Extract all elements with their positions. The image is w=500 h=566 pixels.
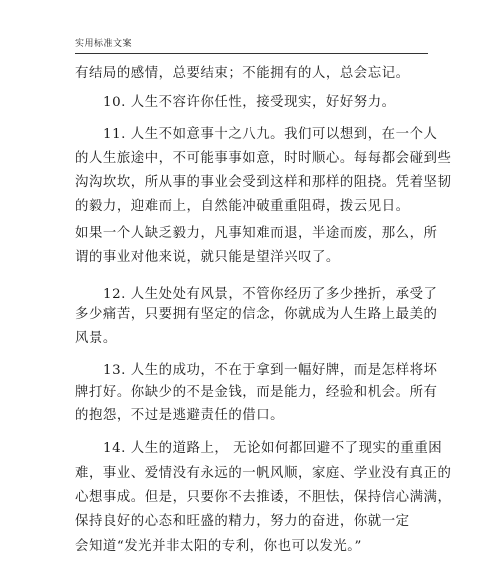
- item-10-line: 10. 人生不容许你任性，接受现实，好好努力。: [103, 95, 396, 110]
- item-11-line: 11. 人生不如意事十之八九。我们可以想到，在一个人: [103, 127, 438, 142]
- item-13-line: 13. 人生的成功，不在于拿到一幅好牌，而是怎样将坏: [103, 363, 438, 378]
- text-line: 心想事成。但是，只要你不去推诿，不胆怯，保持信心满满，: [75, 490, 452, 505]
- text-line: 风景。: [75, 331, 117, 346]
- text-line: 有结局的感情，总要结束；不能拥有的人，总会忘记。: [75, 66, 410, 81]
- text-line: 牌打好。你缺少的不是金钱，而是能力，经验和机会。所有: [75, 385, 438, 400]
- text-line: 如果一个人缺乏毅力，凡事知难而退，半途而废，那么，所: [75, 226, 438, 241]
- text-line: 难，事业、爱情没有永远的一帆风顺，家庭、学业没有真正的: [75, 466, 452, 481]
- text-line: 的毅力，迎难而上，自然能冲破重重阻碍，拨云见日。: [75, 199, 410, 214]
- text-line: 沟沟坎坎，所从事的事业会受到这样和那样的阻挠。凭着坚韧: [75, 175, 452, 190]
- header-title: 实用标准文案: [75, 39, 133, 49]
- item-14-line: 14. 人生的道路上， 无论如何都回避不了现实的重重困: [103, 441, 443, 456]
- header-divider: [75, 53, 428, 54]
- item-12-line: 12. 人生处处有风景，不管你经历了多少挫折，承受了: [103, 287, 438, 302]
- text-line: 的人生旅途中，不可能事事如意，时时顺心。每每都会碰到些: [75, 151, 452, 166]
- text-line: 保持良好的心态和旺盛的精力，努力的奋进，你就一定: [75, 514, 410, 529]
- text-line: 多少痛苦，只要拥有坚定的信念，你就成为人生路上最美的: [75, 307, 438, 322]
- text-line: 的抱怨，不过是逃避责任的借口。: [75, 408, 285, 423]
- text-line: 谓的事业对他来说，就只能是望洋兴叹了。: [75, 250, 340, 265]
- text-line: 会知道“发光并非太阳的专利，你也可以发光。”: [75, 539, 362, 554]
